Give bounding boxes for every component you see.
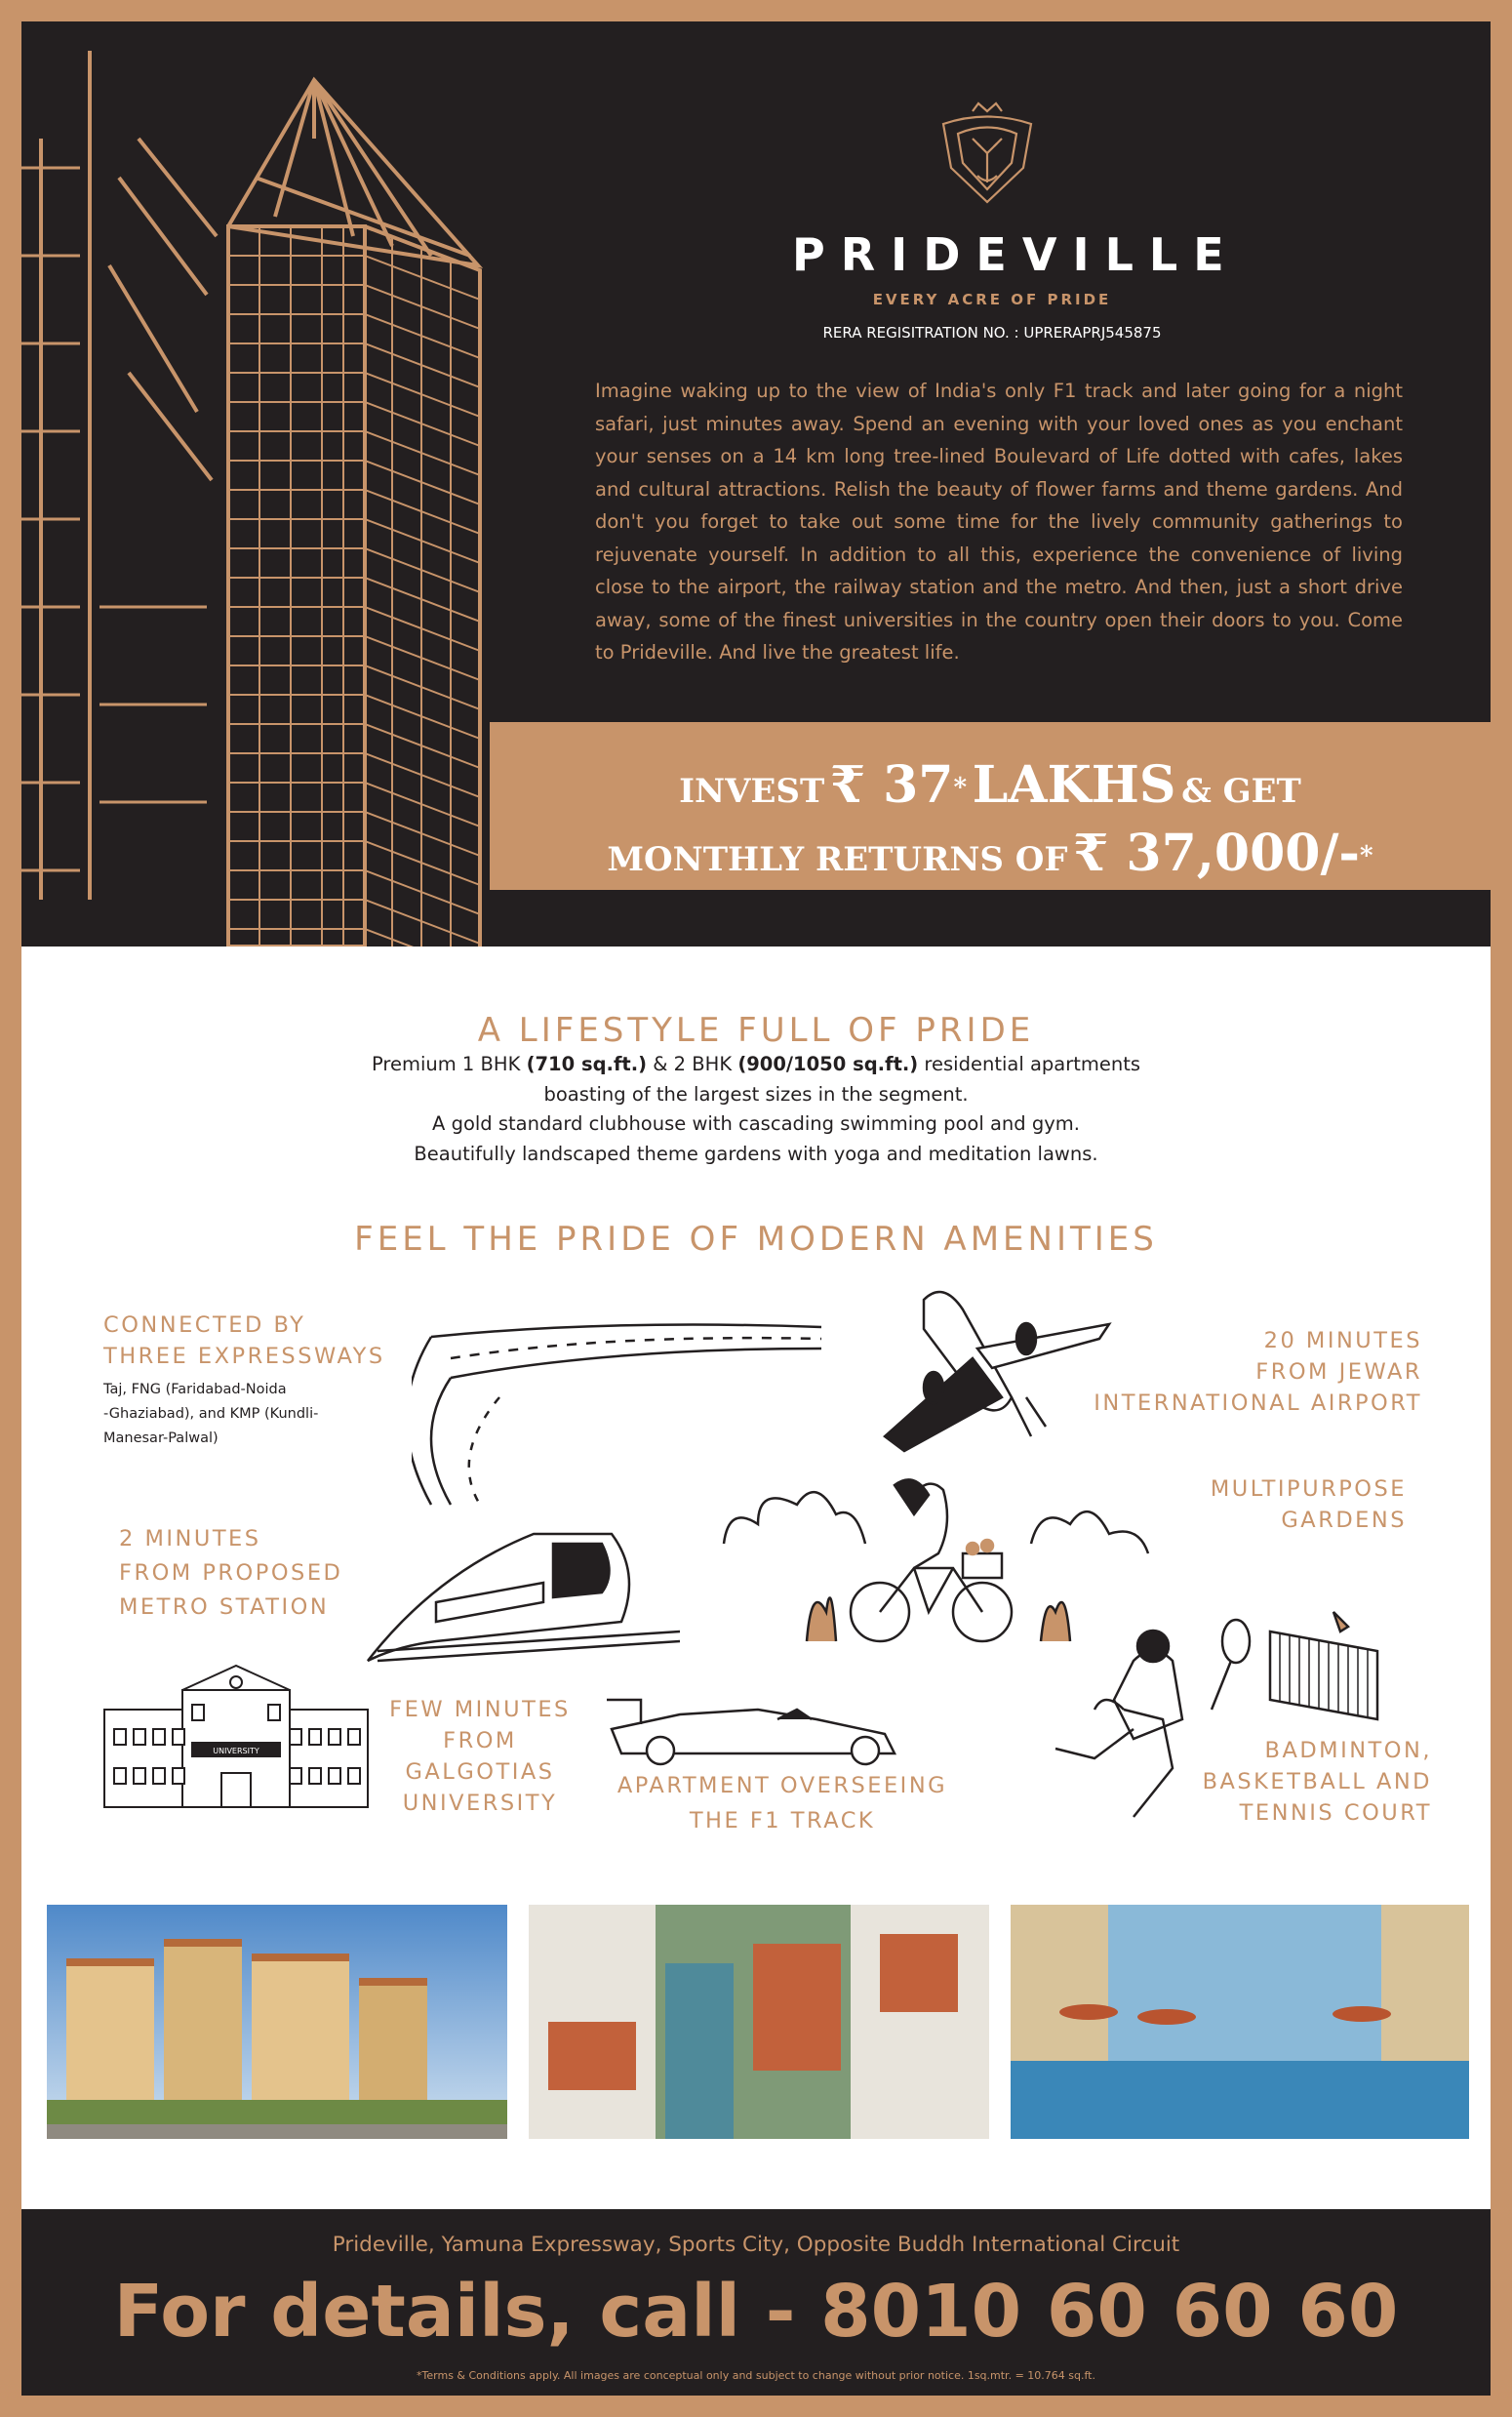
terms-note: *Terms & Conditions apply. All images are conceptual only and subject to change without prior notice. 1sq.mtr. = 10.764 sq.ft.: [417, 2369, 1095, 2382]
university-sign: UNIVERSITY: [213, 1747, 259, 1755]
amenity-metro: [119, 1522, 342, 1625]
offer-returns: MONTHLY RETURNS OF: [607, 840, 1068, 879]
amenity-sub-line: Manesar-Palwal): [103, 1430, 219, 1446]
rera-number: RERA REGISITRATION NO. : UPRERAPRJ545875: [822, 324, 1162, 342]
offer-star-1: *: [953, 773, 968, 803]
desc-1d: (900/1050 sq.ft.): [737, 1053, 919, 1075]
offer-lakhs: LAKHS: [972, 755, 1176, 815]
amenity-line: GALGOTIAS: [405, 1759, 555, 1785]
amenity-line: INTERNATIONAL AIRPORT: [1094, 1390, 1422, 1416]
lifestyle-title: A LIFESTYLE FULL OF PRIDE: [477, 1011, 1035, 1050]
photo-towers: [47, 1905, 507, 2139]
amenity-line: GARDENS: [1281, 1508, 1407, 1533]
amenity-line: THE F1 TRACK: [689, 1808, 876, 1833]
brand-tagline: EVERY ACRE OF PRIDE: [872, 291, 1112, 308]
badminton-player-icon: [1036, 1602, 1407, 1827]
amenity-university: [373, 1694, 587, 1819]
amenity-line: METRO STATION: [119, 1594, 330, 1620]
amenity-line: BADMINTON,: [1264, 1738, 1432, 1763]
amenity-line: FEW MINUTES: [389, 1697, 571, 1722]
amenity-line: 2 MINUTES: [119, 1526, 261, 1551]
amenity-line: APARTMENT OVERSEEING: [617, 1773, 948, 1798]
amenity-expressways: [103, 1309, 385, 1372]
offer-monthly: ₹ 37,000/-: [1073, 824, 1361, 883]
offer-star-2: *: [1360, 841, 1373, 871]
airplane-icon: [865, 1280, 1119, 1456]
university-building-icon: [95, 1661, 378, 1817]
call-to-action[interactable]: For details, call - 8010 60 60 60: [113, 2270, 1399, 2354]
offer-line-1: [490, 755, 1491, 815]
offer-get: & GET: [1181, 772, 1301, 811]
amenity-line: 20 MINUTES: [1263, 1328, 1422, 1353]
amenity-line: FROM JEWAR: [1255, 1359, 1422, 1385]
amenity-f1: [587, 1768, 977, 1838]
intro-paragraph: Imagine waking up to the view of India's only F1 track and later going for a night safari, just minutes away. Spend an evening with your loved ones as you enchant your senses on a 14 km long tree-lined Boulevard of Life dotted with cafes, lakes and cultural attractions. Relish the beauty of flower farms and theme gardens. And don't you forget to take out some time for the lively community gatherings to rejuvenate yourself. In addition to all this, experience the convenience of living close to the airport, the railway station and the metro. And then, just a short drive away, some of the finest universities in the country open their doors to you. Come to Prideville. And live the greatest life.: [595, 380, 1403, 664]
advertisement: [21, 21, 1491, 2396]
lifestyle-description: [314, 1050, 1198, 1169]
amenity-line: FROM PROPOSED: [119, 1560, 343, 1586]
offer-amount: ₹ 37: [829, 755, 954, 815]
photo-pool: [1011, 1905, 1469, 2139]
offer-banner: [490, 722, 1491, 890]
desc-line-4: Beautifully landscaped theme gardens with yoga and meditation lawns.: [414, 1142, 1098, 1165]
desc-1e: residential apartments: [918, 1053, 1141, 1075]
amenity-line: UNIVERSITY: [402, 1791, 558, 1816]
tower-illustration: [21, 21, 490, 947]
amenity-expressways-detail: [103, 1378, 318, 1451]
desc-1c: & 2 BHK: [647, 1053, 738, 1075]
desc-1b: (710 sq.ft.): [526, 1053, 648, 1075]
amenity-line: CONNECTED BY: [103, 1312, 306, 1338]
desc-1a: Premium 1 BHK: [371, 1053, 527, 1075]
amenity-line: FROM: [443, 1728, 517, 1753]
metro-train-icon: [358, 1514, 690, 1671]
amenity-sub-line: Taj, FNG (Faridabad-Noida: [103, 1382, 287, 1397]
amenity-line: THREE EXPRESSWAYS: [103, 1344, 385, 1369]
amenity-line: BASKETBALL AND: [1202, 1769, 1432, 1794]
amenity-line: TENNIS COURT: [1239, 1800, 1432, 1826]
desc-line-3: A gold standard clubhouse with cascading swimming pool and gym.: [432, 1112, 1080, 1135]
photo-aerial: [529, 1905, 989, 2139]
amenities-title: FEEL THE PRIDE OF MODERN AMENITIES: [354, 1220, 1158, 1259]
offer-line-2: [490, 824, 1491, 883]
desc-line-2: boasting of the largest sizes in the segment.: [543, 1082, 969, 1106]
offer-invest: INVEST: [679, 772, 825, 811]
hero-section: [21, 21, 1491, 947]
brand-name: PRIDEVILLE: [792, 228, 1240, 281]
f1-car-icon: [602, 1680, 924, 1768]
amenity-line: MULTIPURPOSE: [1210, 1476, 1407, 1502]
lion-logo-icon: [934, 100, 1041, 207]
amenity-sub-line: -Ghaziabad), and KMP (Kundli-: [103, 1406, 319, 1422]
footer: [21, 2209, 1491, 2396]
footer-address: Prideville, Yamuna Expressway, Sports City, Opposite Buddh International Circuit: [332, 2233, 1180, 2257]
